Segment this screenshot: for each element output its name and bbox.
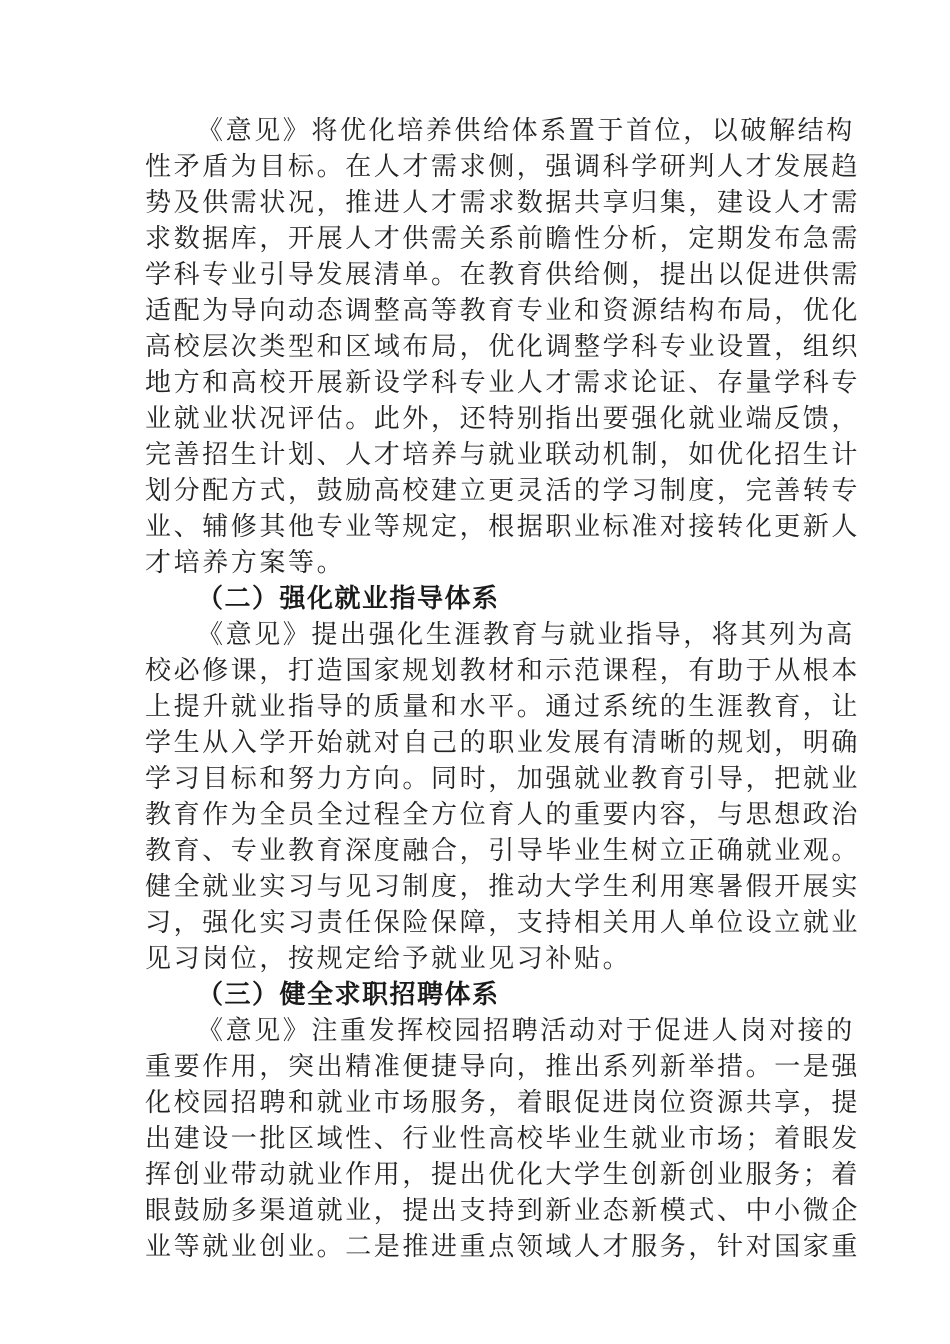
paragraph-line: 性矛盾为目标。在人才需求侧，强调科学研判人才发展趋 (145, 152, 861, 182)
paragraph-line: 《意见》提出强化生涯教育与就业指导，将其列为高 (197, 620, 855, 650)
paragraph-line: 《意见》注重发挥校园招聘活动对于促进人岗对接的 (197, 1016, 855, 1046)
paragraph-line: 势及供需状况，推进人才需求数据共享归集，建设人才需 (145, 188, 861, 218)
paragraph-line: 见习岗位，按规定给予就业见习补贴。 (145, 944, 632, 974)
paragraph-line: 校必修课，打造国家规划教材和示范课程，有助于从根本 (145, 656, 861, 686)
paragraph-line: 完善招生计划、人才培养与就业联动机制，如优化招生计 (145, 440, 861, 470)
paragraph-optimize-supply (145, 113, 861, 581)
paragraph-line: 教育作为全员全过程全方位育人的重要内容，与思想政治 (145, 800, 861, 830)
document-body (145, 113, 861, 1265)
paragraph-line: 才培养方案等。 (145, 548, 346, 578)
paragraph-line: 化校园招聘和就业市场服务，着眼促进岗位资源共享，提 (145, 1088, 861, 1118)
paragraph-line: 划分配方式，鼓励高校建立更灵活的学习制度，完善转专 (145, 476, 861, 506)
paragraph-employment-guidance (145, 617, 861, 977)
paragraph-line: 业就业状况评估。此外，还特别指出要强化就业端反馈， (145, 404, 861, 434)
paragraph-job-recruitment (145, 1013, 861, 1265)
paragraph-line: 出建设一批区域性、行业性高校毕业生就业市场；着眼发 (145, 1124, 861, 1154)
paragraph-line: 习，强化实习责任保险保障，支持相关用人单位设立就业 (145, 908, 861, 938)
paragraph-line: 求数据库，开展人才供需关系前瞻性分析，定期发布急需 (145, 224, 861, 254)
paragraph-line: 适配为导向动态调整高等教育专业和资源结构布局，优化 (145, 296, 861, 326)
paragraph-line: 《意见》将优化培养供给体系置于首位，以破解结构 (197, 116, 855, 146)
paragraph-line: 学生从入学开始就对自己的职业发展有清晰的规划，明确 (145, 728, 861, 758)
paragraph-line: 业、辅修其他专业等规定，根据职业标准对接转化更新人 (145, 512, 861, 542)
paragraph-line: 地方和高校开展新设学科专业人才需求论证、存量学科专 (145, 368, 861, 398)
paragraph-line: 业等就业创业。二是推进重点领域人才服务，针对国家重 (145, 1232, 861, 1262)
paragraph-line: 教育、专业教育深度融合，引导毕业生树立正确就业观。 (145, 836, 861, 866)
paragraph-line: 重要作用，突出精准便捷导向，推出系列新举措。一是强 (145, 1052, 861, 1082)
section-heading-job-recruitment: （三）健全求职招聘体系 (197, 980, 500, 1010)
paragraph-line: 学习目标和努力方向。同时，加强就业教育引导，把就业 (145, 764, 861, 794)
section-heading-employment-guidance: （二）强化就业指导体系 (197, 584, 500, 614)
paragraph-line: 挥创业带动就业作用，提出优化大学生创新创业服务；着 (145, 1160, 861, 1190)
paragraph-line: 眼鼓励多渠道就业，提出支持到新业态新模式、中小微企 (145, 1196, 861, 1226)
paragraph-line: 学科专业引导发展清单。在教育供给侧，提出以促进供需 (145, 260, 861, 290)
paragraph-line: 健全就业实习与见习制度，推动大学生利用寒暑假开展实 (145, 872, 861, 902)
paragraph-line: 上提升就业指导的质量和水平。通过系统的生涯教育，让 (145, 692, 861, 722)
paragraph-line: 高校层次类型和区域布局，优化调整学科专业设置，组织 (145, 332, 861, 362)
